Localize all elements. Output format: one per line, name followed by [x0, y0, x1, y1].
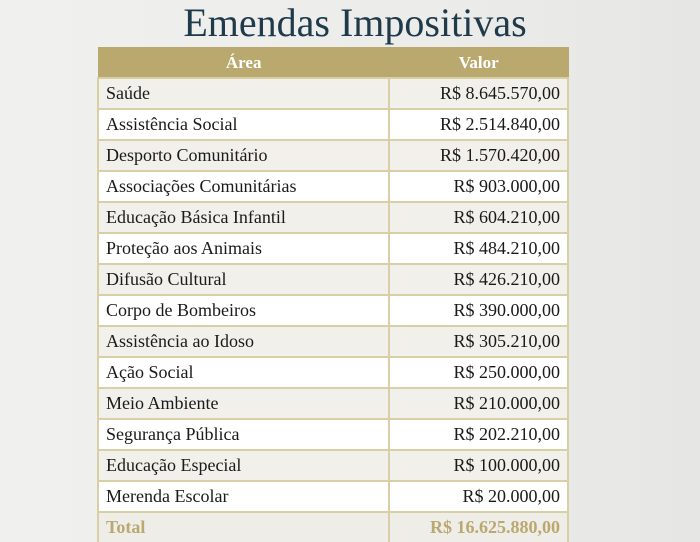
table-row [98, 171, 568, 202]
cell-area: Merenda Escolar [98, 481, 389, 512]
total-value: R$ 16.625.880,00 [389, 512, 568, 542]
cell-valor: R$ 202.210,00 [389, 419, 568, 450]
cell-area: Assistência ao Idoso [98, 326, 389, 357]
table-row [98, 481, 568, 512]
cell-area: Segurança Pública [98, 419, 389, 450]
table-row [98, 326, 568, 357]
cell-valor: R$ 250.000,00 [389, 357, 568, 388]
table-body [98, 78, 568, 542]
column-header-area: Área [98, 48, 389, 79]
cell-area: Corpo de Bombeiros [98, 295, 389, 326]
cell-area: Meio Ambiente [98, 388, 389, 419]
total-row [98, 512, 568, 542]
table-row [98, 357, 568, 388]
cell-valor: R$ 8.645.570,00 [389, 78, 568, 109]
table-row [98, 233, 568, 264]
cell-area: Difusão Cultural [98, 264, 389, 295]
table-row [98, 109, 568, 140]
cell-area: Assistência Social [98, 109, 389, 140]
cell-valor: R$ 2.514.840,00 [389, 109, 568, 140]
table-row [98, 264, 568, 295]
cell-area: Proteção aos Animais [98, 233, 389, 264]
page-title: Emendas Impositivas [183, 0, 527, 45]
cell-valor: R$ 484.210,00 [389, 233, 568, 264]
cell-area: Desporto Comunitário [98, 140, 389, 171]
cell-area: Educação Especial [98, 450, 389, 481]
table-row [98, 450, 568, 481]
amendments-table [97, 47, 569, 542]
cell-area: Educação Básica Infantil [98, 202, 389, 233]
column-header-valor: Valor [389, 48, 568, 79]
amendments-table-container [97, 47, 569, 542]
cell-valor: R$ 305.210,00 [389, 326, 568, 357]
cell-area: Ação Social [98, 357, 389, 388]
table-row [98, 78, 568, 109]
cell-valor: R$ 390.000,00 [389, 295, 568, 326]
cell-area: Saúde [98, 78, 389, 109]
table-row [98, 140, 568, 171]
cell-valor: R$ 604.210,00 [389, 202, 568, 233]
table-header-row [98, 48, 568, 79]
cell-valor: R$ 426.210,00 [389, 264, 568, 295]
cell-valor: R$ 100.000,00 [389, 450, 568, 481]
total-label: Total [98, 512, 389, 542]
table-row [98, 295, 568, 326]
table-row [98, 202, 568, 233]
cell-valor: R$ 1.570.420,00 [389, 140, 568, 171]
table-row [98, 419, 568, 450]
cell-valor: R$ 20.000,00 [389, 481, 568, 512]
table-row [98, 388, 568, 419]
cell-valor: R$ 903.000,00 [389, 171, 568, 202]
cell-area: Associações Comunitárias [98, 171, 389, 202]
cell-valor: R$ 210.000,00 [389, 388, 568, 419]
